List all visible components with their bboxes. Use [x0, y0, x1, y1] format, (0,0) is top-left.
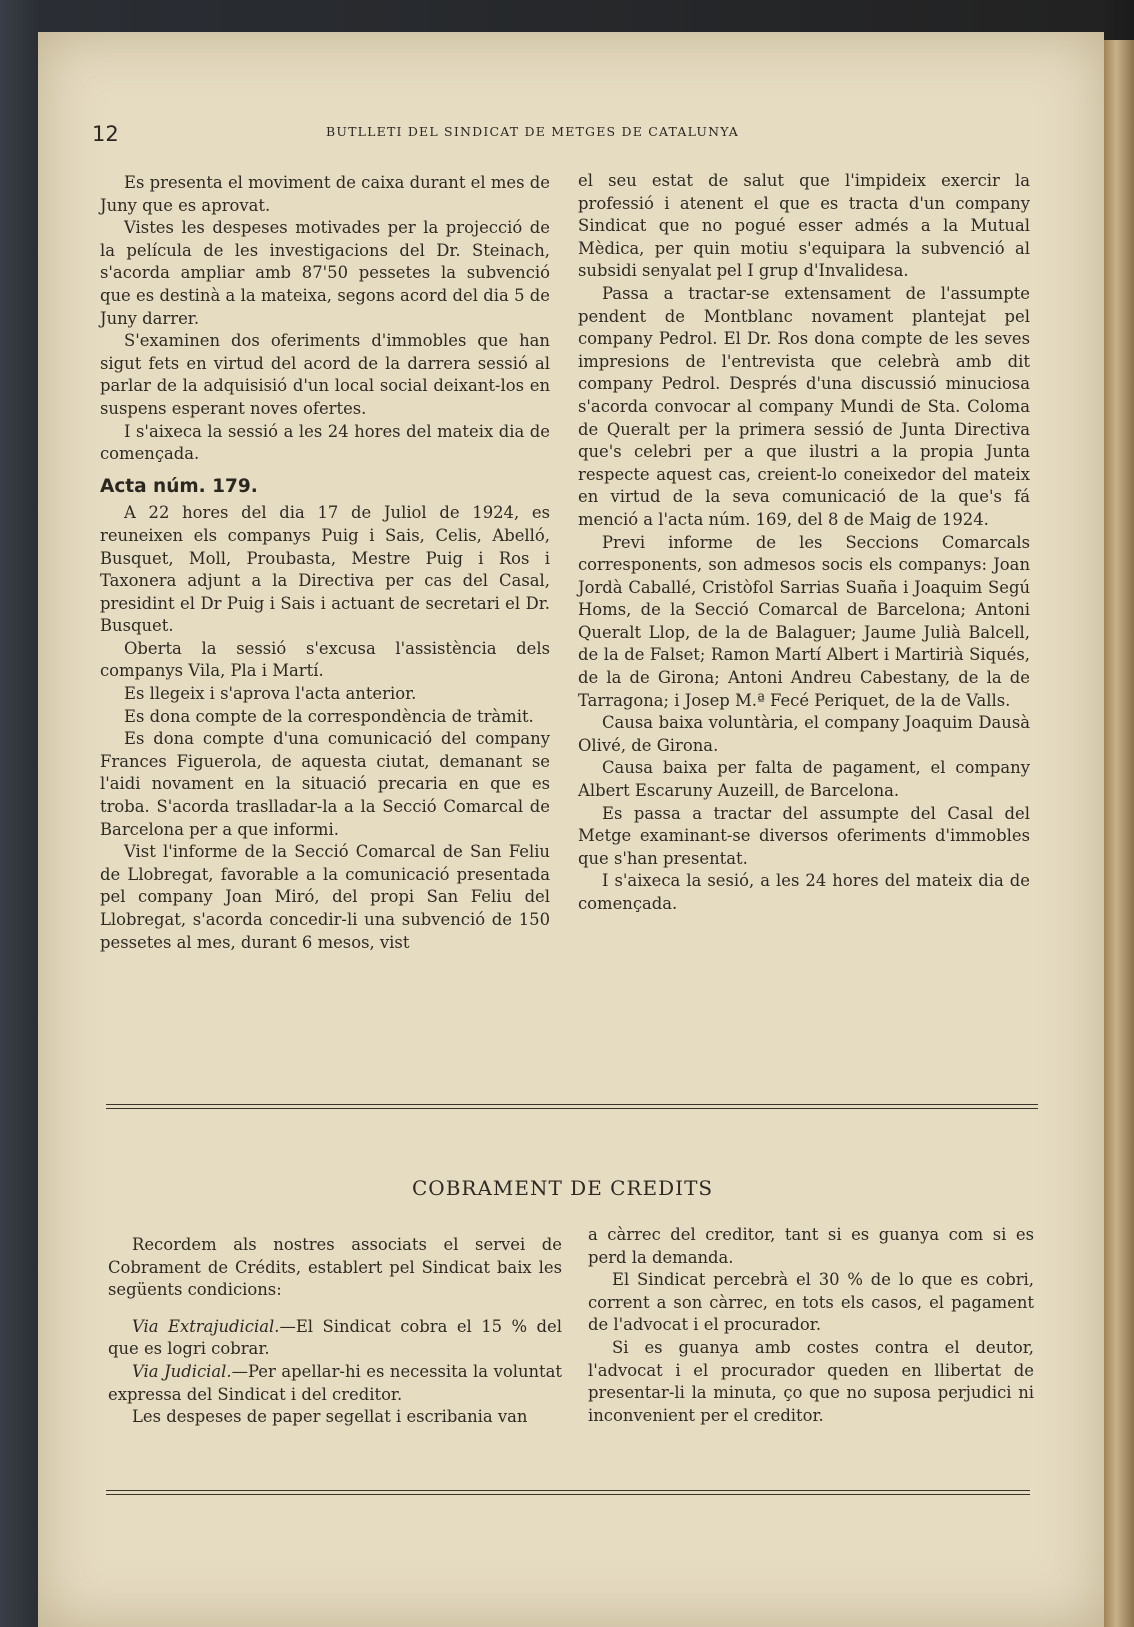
paragraph: I s'aixeca la sesió, a les 24 hores del mateix dia de començada. — [578, 871, 1030, 913]
paragraph — [108, 1361, 562, 1406]
paragraph: El Sindicat percebrà el 30 % de lo que es cobri, corrent a son càrrec, en tots els casos, el pagament de l'advocat i el procurador. — [588, 1270, 1034, 1335]
term-text: —Per apellar-hi es necessita la voluntat expressa del Sindicat i del creditor. — [108, 1361, 562, 1404]
paragraph: Oberta la sessió s'excusa l'assistència dels companys Vila, Pla i Martí. — [100, 638, 550, 681]
paragraph: Es presenta el moviment de caixa durant el mes de Juny que es aprovat. — [100, 173, 550, 215]
page-number: 12 — [92, 122, 119, 146]
term-label: Via Extrajudicial. — [132, 1316, 280, 1336]
paragraph: Les despeses de paper segellat i escribania van — [132, 1407, 528, 1427]
paragraph: Es dona compte de la correspondència de tràmit. — [124, 706, 534, 726]
running-header: BUTLLETI DEL SINDICAT DE METGES DE CATALUNYA — [326, 124, 740, 139]
paragraph: Causa baixa voluntària, el company Joaquim Dausà Olivé, de Girona. — [578, 713, 1030, 755]
term-text: —El Sindicat cobra el 15 % del que es logri cobrar. — [108, 1316, 562, 1359]
paragraph: Passa a tractar-se extensament de l'assumpte pendent de Montblanc novament plantejat pel company Pedrol. El Dr. Ros dona compte de les seves impresions de l'entrevista que celebrà amb dit company Pedrol. Després d'una discussió minuciosa s'acorda convocar al company Mundi de Sta. Coloma de Queralt per la primera sessió de Junta Directiva que's celebri per a que ilustri a la propia Junta respecte aquest cas, creient-lo coneixedor del mateix en virtud de la seva comunicació de la que's fá menció a l'acta núm. 169, del 8 de Maig de 1924. — [578, 283, 1030, 529]
paragraph — [108, 1316, 562, 1361]
paragraph: Es passa a tractar del assumpte del Casal del Metge examinant-se diversos oferiments d'immobles que s'han presentat. — [578, 803, 1030, 868]
right-column-top — [578, 170, 1030, 916]
right-column-bottom — [588, 1224, 1034, 1427]
left-column-bottom — [108, 1234, 562, 1429]
paragraph: Es llegeix i s'aprova l'acta anterior. — [124, 684, 417, 704]
paragraph: a càrrec del creditor, tant si es guanya com si es perd la demanda. — [588, 1225, 1034, 1267]
book-spine-edge — [1104, 40, 1134, 1627]
paragraph: Es dona compte d'una comunicació del company Frances Figuerola, de aquesta ciutat, demanant se l'aidi novament en la situació precaria en que es troba. S'acorda traslladar-la a la Secció Comarcal de Barcelona per a que informi. — [100, 729, 550, 839]
acta-heading: Acta núm. 179. — [100, 475, 258, 497]
left-column-top — [100, 172, 550, 954]
section-title: COBRAMENT DE CREDITS — [412, 1176, 714, 1200]
paragraph: Si es guanya amb costes contra el deutor, l'advocat i el procurador queden en llibertat de presentar-li la minuta, ço que no suposa perjudici ni inconvenient per el creditor. — [588, 1337, 1034, 1425]
paragraph: A 22 hores del dia 17 de Juliol de 1924, es reuneixen els companys Puig i Sais, Celis, Abelló, Busquet, Moll, Proubasta, Mestre Puig i Ros i Taxonera adjunt a la Directiva per cas del Casal, presidint el Dr Puig i Sais i actuant de secretari el Dr. Busquet. — [100, 503, 550, 636]
paragraph: Recordem als nostres associats el servei de Cobrament de Crédits, establert pel Sindicat baix les següents condicions: — [108, 1235, 562, 1300]
term-label: Via Judicial. — [132, 1361, 232, 1381]
paragraph: Vist l'informe de la Secció Comarcal de San Feliu de Llobregat, favorable a la comunicació presentada pel company Joan Miró, del propi San Feliu del Llobregat, s'acorda concedir-li una subvenció de 150 pessetes al mes, durant 6 mesos, vist — [100, 842, 550, 952]
paragraph: el seu estat de salut que l'impideix exercir la professió i atenent el que es tracta d'un company Sindicat que no pogué esser admés a la Mutual Mèdica, per quin motiu s'equipara la subvenció al subsidi senyalat pel I grup d'Invalidesa. — [578, 171, 1030, 281]
paragraph: I s'aixeca la sessió a les 24 hores del mateix dia de començada. — [100, 421, 550, 464]
section-divider — [106, 1104, 1038, 1109]
paragraph: Previ informe de les Seccions Comarcals corresponents, son admesos socis els companys: Joan Jordà Caballé, Cristòfol Sarrias Suaña i Joaquim Segú Homs, de la Secció Comarcal de Barcelona; Antoni Queralt Llop, de la de Balaguer; Jaume Julià Balcell, de la de Falset; Ramon Martí Albert i Martirià Siqués, de la de Girona; Antoni Andreu Cabestany, de la de Tarragona; i Josep M.ª Fecé Periquet, de la de Valls. — [578, 532, 1030, 710]
paragraph: S'examinen dos oferiments d'immobles que han sigut fets en virtud del acord de la darrera sessió al parlar de la adquisisió d'un local social deixant-los en suspens esperant noves ofertes. — [100, 331, 550, 418]
paragraph: Causa baixa per falta de pagament, el company Albert Escaruny Auzeill, de Barcelona. — [578, 758, 1030, 801]
paragraph: Vistes les despeses motivades per la projecció de la película de les investigacions del Dr. Steinach, s'acorda ampliar amb 87'50 pessetes la subvenció que es destinà a la mateixa, segons acord del dia 5 de Juny darrer. — [100, 218, 550, 328]
bottom-divider — [106, 1490, 1030, 1495]
